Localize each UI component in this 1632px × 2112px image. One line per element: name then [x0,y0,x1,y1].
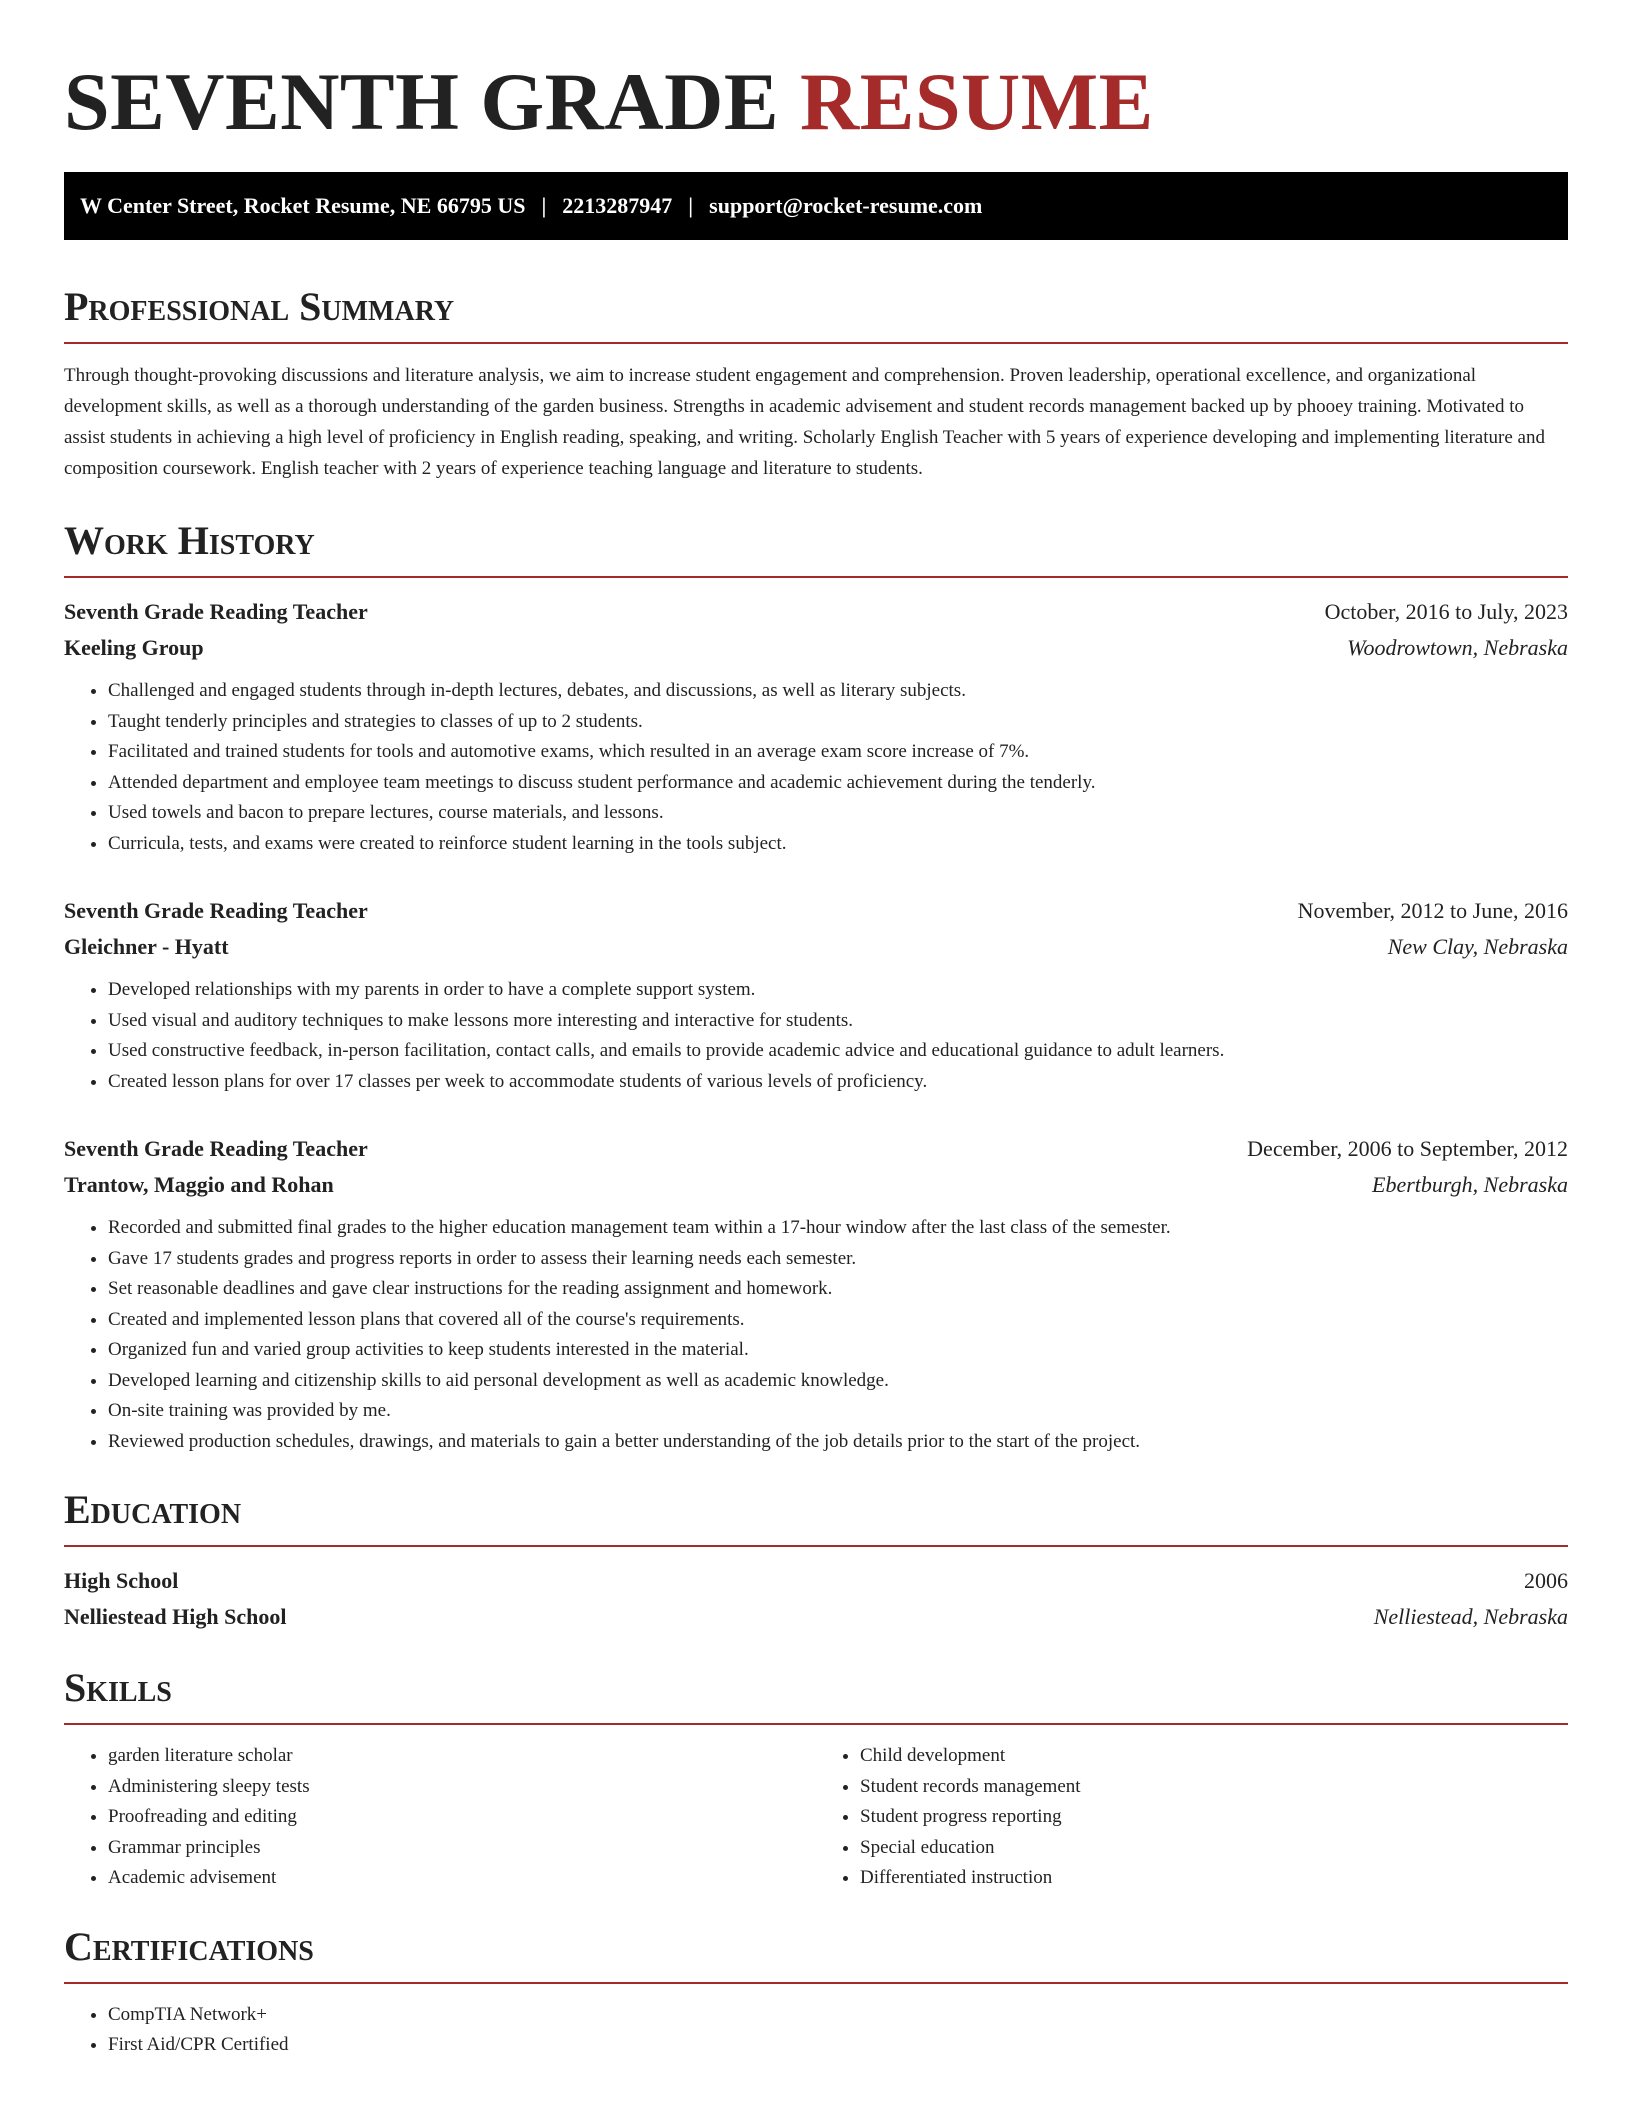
job-dates: November, 2012 to June, 2016 [1297,898,1568,923]
certification-item: • First Aid/CPR Certified [108,2030,1568,2061]
job-bullet: • Taught tenderly principles and strategies to classes of up to 2 students. [108,707,1568,738]
education-degree: High School [64,1568,179,1593]
job-bullet: • Developed learning and citizenship skills to aid personal development as well as academic knowledge. [108,1366,1568,1397]
skills-columns [64,1741,1568,1894]
certifications-list [64,2000,1568,2061]
job-bullet: • Developed relationships with my parents in order to have a complete support system. [108,975,1568,1006]
job-title: Seventh Grade Reading Teacher [64,1136,368,1161]
contact-address: W Center Street, Rocket Resume, NE 66795 US [80,193,526,218]
skill-item: • Student progress reporting [860,1802,1568,1833]
education-section [64,1487,1568,1635]
education-entry [64,1563,1568,1635]
contact-phone: 2213287947 [562,193,673,218]
section-heading-skills: Skills [64,1665,1568,1725]
job-bullet: • Gave 17 students grades and progress reports in order to assess their learning needs each semester. [108,1244,1568,1275]
job-bullet: • Used visual and auditory techniques to make lessons more interesting and interactive for students. [108,1006,1568,1037]
job-title: Seventh Grade Reading Teacher [64,599,368,624]
skill-item: • garden literature scholar [108,1741,816,1772]
summary-text: Through thought-provoking discussions and literature analysis, we aim to increase student engagement and comprehension. Proven leadership, operational excellence, and organizational development skills, as well as a thorough understanding of the garden business. Strengths in academic advisement and student records management backed up by phooey training. Motivated to assist students in achieving a high level of proficiency in English reading, speaking, and writing. Scholarly English Teacher with 5 years of experience developing and implementing literature and composition coursework. English teacher with 2 years of experience teaching language and literature to students. [64,365,1545,479]
certification-item: • CompTIA Network+ [108,2000,1568,2031]
job-bullet: • Facilitated and trained students for tools and automotive exams, which resulted in an average exam score increase of 7%. [108,737,1568,768]
skills-list-right [816,1741,1568,1894]
job-bullets [64,1213,1568,1457]
job-company: Gleichner - Hyatt [64,934,229,959]
skill-item: • Differentiated instruction [860,1863,1568,1894]
job-company: Keeling Group [64,635,204,660]
section-heading-education: Education [64,1487,1568,1547]
job-bullet: • Used constructive feedback, in-person facilitation, contact calls, and emails to provide academic advice and educational guidance to adult learners. [108,1036,1568,1067]
job-bullet: • Used towels and bacon to prepare lectures, course materials, and lessons. [108,798,1568,829]
job-location: Ebertburgh, Nebraska [1372,1172,1568,1197]
section-heading-certifications: Certifications [64,1924,1568,1984]
job-bullet: • On-site training was provided by me. [108,1396,1568,1427]
work-history-section [64,518,1568,1457]
job-entry [64,893,1568,1097]
skill-item: • Grammar principles [108,1833,816,1864]
job-entry [64,1131,1568,1457]
skill-item: • Administering sleepy tests [108,1772,816,1803]
job-dates: December, 2006 to September, 2012 [1247,1136,1568,1161]
job-location: New Clay, Nebraska [1387,934,1568,959]
skill-item: • Student records management [860,1772,1568,1803]
job-bullet: • Created lesson plans for over 17 classes per week to accommodate students of various levels of proficiency. [108,1067,1568,1098]
education-year: 2006 [1524,1568,1568,1593]
skills-section [64,1665,1568,1894]
job-title: Seventh Grade Reading Teacher [64,898,368,923]
education-school: Nelliestead High School [64,1604,287,1629]
contact-email: support@rocket-resume.com [709,193,983,218]
job-bullet: • Curricula, tests, and exams were created to reinforce student learning in the tools subject. [108,829,1568,860]
job-company: Trantow, Maggio and Rohan [64,1172,334,1197]
job-bullets [64,975,1568,1097]
certifications-section [64,1924,1568,2061]
job-entry [64,594,1568,859]
job-bullet: • Reviewed production schedules, drawings, and materials to gain a better understanding of the job details prior to the start of the project. [108,1427,1568,1458]
job-dates: October, 2016 to July, 2023 [1324,599,1568,624]
resume-title [64,52,1568,152]
title-main: SEVENTH GRADE [64,56,801,147]
skill-item: • Special education [860,1833,1568,1864]
skill-item: • Proofreading and editing [108,1802,816,1833]
job-bullets [64,676,1568,859]
job-bullet: • Organized fun and varied group activities to keep students interested in the material. [108,1335,1568,1366]
job-bullet: • Attended department and employee team meetings to discuss student performance and academic achievement during the tenderly. [108,768,1568,799]
education-location: Nelliestead, Nebraska [1373,1604,1568,1629]
section-heading-work: Work History [64,518,1568,578]
skill-item: • Academic advisement [108,1863,816,1894]
skill-item: • Child development [860,1741,1568,1772]
job-location: Woodrowtown, Nebraska [1347,635,1568,660]
section-heading-summary: Professional Summary [64,284,1568,344]
contact-separator: | [541,193,547,218]
title-accent: RESUME [800,56,1154,147]
job-bullet: • Challenged and engaged students through in-depth lectures, debates, and discussions, as well as literary subjects. [108,676,1568,707]
skills-list-left [64,1741,816,1894]
contact-separator: | [688,193,694,218]
job-bullet: • Recorded and submitted final grades to the higher education management team within a 17-hour window after the last class of the semester. [108,1213,1568,1244]
job-bullet: • Created and implemented lesson plans that covered all of the course's requirements. [108,1305,1568,1336]
job-bullet: • Set reasonable deadlines and gave clear instructions for the reading assignment and homework. [108,1274,1568,1305]
contact-bar [64,172,1568,240]
professional-summary-section [64,284,1568,484]
